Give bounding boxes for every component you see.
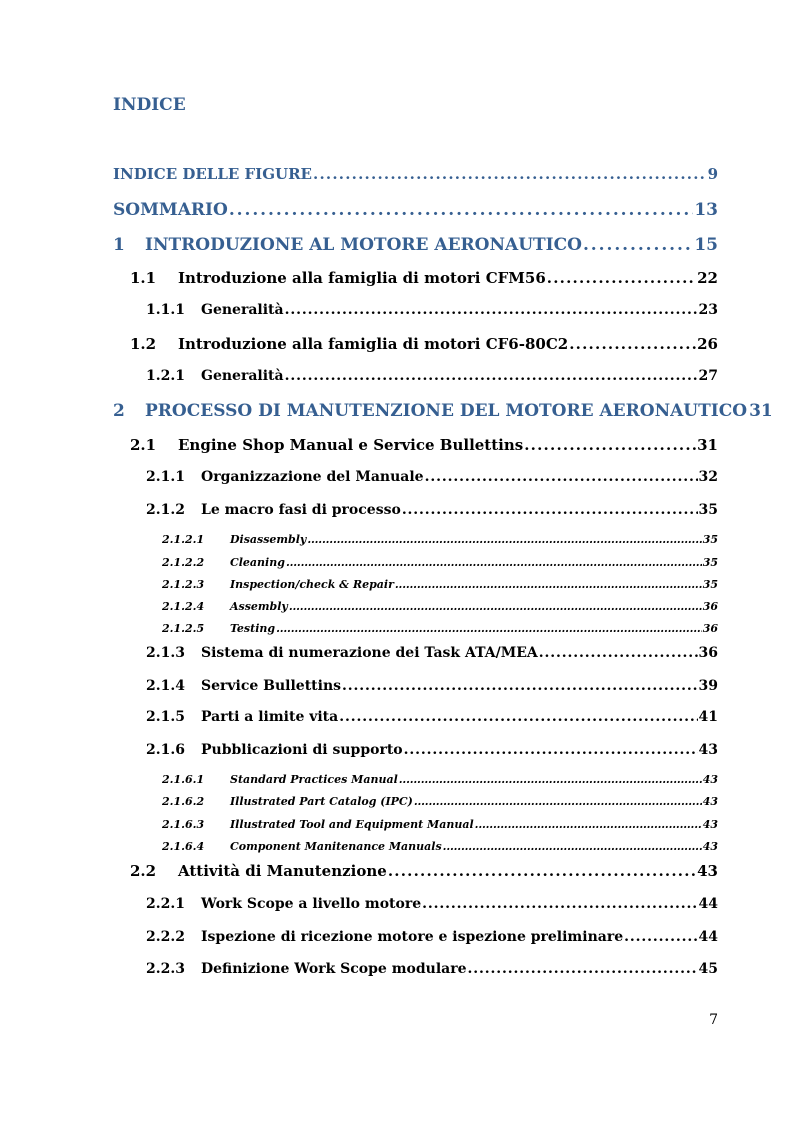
dot-leader [624,929,697,945]
toc-entry[interactable] [146,469,718,485]
toc-entry-page: 32 [698,469,718,485]
toc-entry[interactable] [113,165,718,183]
toc-entry[interactable] [146,742,718,758]
toc-entry-page: 43 [702,773,718,786]
toc-entry-label: INTRODUZIONE AL MOTORE AERONAUTICO [145,235,582,255]
dot-leader [286,556,702,569]
toc-entry-label: Work Scope a livello motore [201,896,422,912]
toc-entry-page: 39 [698,678,718,694]
toc-entry-page: 44 [698,929,718,945]
toc-entry-number: 2.1.6.1 [162,773,205,786]
toc-entry-page: 26 [697,335,718,353]
toc-entry-label: Definizione Work Scope modulare [201,961,467,977]
toc-entry-page: 27 [698,368,718,384]
toc-entry-number: 2.1.2.1 [162,533,205,546]
dot-leader [524,436,696,454]
dot-leader [285,302,698,318]
toc-entry-number: 2.1.2.4 [162,600,205,613]
dot-leader [583,235,693,255]
toc-entry-number: 2.1.6 [146,742,185,758]
toc-entry-number: 2.1 [130,436,157,454]
toc-entry[interactable] [113,200,718,220]
toc-entry-number: 2.1.2.5 [162,622,205,635]
toc-entry-page: 43 [697,862,718,880]
dot-leader [468,961,698,977]
toc-entry-number: 1 [113,235,125,255]
toc-entry-label: Inspection/check & Repair [230,578,394,591]
toc-entry-label: SOMMARIO [113,200,228,220]
toc-entry-page: 43 [702,818,718,831]
toc-entry-page: 36 [702,600,718,613]
toc-entry[interactable] [146,896,718,912]
toc-entry-number: 2.1.2 [146,502,185,518]
toc-entry-page: 35 [702,578,718,591]
dot-leader [342,678,697,694]
toc-entry[interactable] [146,645,718,661]
toc-entry-page: 41 [698,709,718,725]
toc-entry-label: PROCESSO DI MANUTENZIONE DEL MOTORE AERONAUTICO [145,401,748,421]
toc-entry-label: INDICE DELLE FIGURE [113,165,312,183]
toc-entry-label: Attività di Manutenzione [178,862,387,880]
toc-entry-label: Testing [230,622,276,635]
toc-entry-label: Introduzione alla famiglia di motori CFM56 [178,269,546,287]
toc-entry-label: Generalità [201,368,284,384]
toc-entry-number: 2.1.6.4 [162,840,205,853]
toc-entry[interactable] [146,678,718,694]
toc-entry-number: 2 [113,401,125,421]
toc-entry-number: 1.1.1 [146,302,185,318]
toc-entry-label: Assembly [230,600,288,613]
toc-entry-page: 43 [702,840,718,853]
dot-leader [289,600,702,613]
dot-leader [422,896,697,912]
toc-entry-page: 36 [698,645,718,661]
dot-leader [285,368,698,384]
toc-entry-label: Sistema di numerazione dei Task ATA/MEA [201,645,538,661]
toc-entry[interactable] [162,840,718,853]
toc-entry[interactable] [146,961,718,977]
dot-leader [388,862,696,880]
toc-entry-page: 22 [697,269,718,287]
toc-entry-number: 1.2 [130,335,157,353]
toc-entry[interactable] [162,818,718,831]
dot-leader [475,818,702,831]
dot-leader [569,335,696,353]
toc-entry-page: 23 [698,302,718,318]
toc-entry[interactable] [162,556,718,569]
page-number: 7 [709,1012,718,1028]
toc-entry[interactable] [130,436,718,454]
toc-entry-number: 2.2.1 [146,896,185,912]
dot-leader [443,840,702,853]
toc-entry-label: Parti a limite vita [201,709,339,725]
toc-entry[interactable] [146,302,718,318]
toc-entry-page: 35 [702,556,718,569]
toc-entry-number: 2.1.5 [146,709,185,725]
dot-leader [229,200,694,220]
toc-entry-number: 2.1.1 [146,469,185,485]
toc-entry[interactable] [130,335,718,353]
toc-entry-page: 44 [698,896,718,912]
toc-entry-label: Generalità [201,302,284,318]
toc-entry[interactable] [162,773,718,786]
toc-entry[interactable] [162,578,718,591]
toc-entry[interactable] [162,622,718,635]
toc-entry-page: 9 [707,165,718,183]
toc-entry[interactable] [162,533,718,546]
dot-leader [539,645,698,661]
toc-entry-page: 15 [694,235,718,255]
dot-leader [402,502,698,518]
toc-entry[interactable] [162,600,718,613]
toc-entry[interactable] [130,269,718,287]
dot-leader [414,795,702,808]
toc-entry-number: 2.2.2 [146,929,185,945]
toc-entry[interactable] [146,368,718,384]
toc-entry-page: 35 [698,502,718,518]
toc-entry-label: Organizzazione del Manuale [201,469,424,485]
dot-leader [399,773,702,786]
dot-leader [404,742,698,758]
toc-entry-number: 2.1.6.3 [162,818,205,831]
toc-entry-page: 43 [702,795,718,808]
dot-leader [395,578,702,591]
toc-entry-label: Engine Shop Manual e Service Bullettins [178,436,524,454]
toc-entry-page: 13 [694,200,718,220]
dot-leader [547,269,696,287]
toc-entry-number: 2.1.6.2 [162,795,205,808]
toc-entry-page: 36 [702,622,718,635]
toc-entry-page: 35 [702,533,718,546]
toc-entry-label: Service Bullettins [201,678,342,694]
toc-entry[interactable] [146,929,718,945]
dot-leader [425,469,698,485]
page-title: INDICE [113,95,186,115]
toc-entry-number: 1.1 [130,269,157,287]
toc-entry-page: 31 [749,401,773,421]
toc-entry[interactable] [162,795,718,808]
toc-entry-number: 2.1.4 [146,678,185,694]
toc-entry-page: 31 [697,436,718,454]
toc-entry-label: Illustrated Part Catalog (IPC) [230,795,413,808]
toc-entry[interactable] [130,862,718,880]
toc-entry-label: Le macro fasi di processo [201,502,401,518]
toc-entry-page: 43 [698,742,718,758]
toc-entry[interactable] [113,401,773,421]
toc-entry-number: 2.2 [130,862,157,880]
dot-leader [339,709,697,725]
toc-entry-label: Disassembly [230,533,307,546]
toc-entry-number: 2.1.2.3 [162,578,205,591]
dot-leader [313,165,707,183]
toc-entry-label: Cleaning [230,556,285,569]
toc-entry[interactable] [146,502,718,518]
toc-entry-label: Introduzione alla famiglia di motori CF6-80C2 [178,335,569,353]
dot-leader [307,533,701,546]
toc-entry-number: 2.2.3 [146,961,185,977]
toc-entry-number: 2.1.2.2 [162,556,205,569]
toc-entry-label: Illustrated Tool and Equipment Manual [230,818,474,831]
toc-entry-label: Pubblicazioni di supporto [201,742,403,758]
dot-leader [276,622,702,635]
toc-entry-number: 1.2.1 [146,368,185,384]
toc-entry-label: Ispezione di ricezione motore e ispezione preliminare [201,929,624,945]
toc-entry-label: Standard Practices Manual [230,773,398,786]
toc-entry-page: 45 [698,961,718,977]
toc-entry-label: Component Manitenance Manuals [230,840,442,853]
toc-entry[interactable] [113,235,718,255]
toc-entry-number: 2.1.3 [146,645,185,661]
toc-entry[interactable] [146,709,718,725]
